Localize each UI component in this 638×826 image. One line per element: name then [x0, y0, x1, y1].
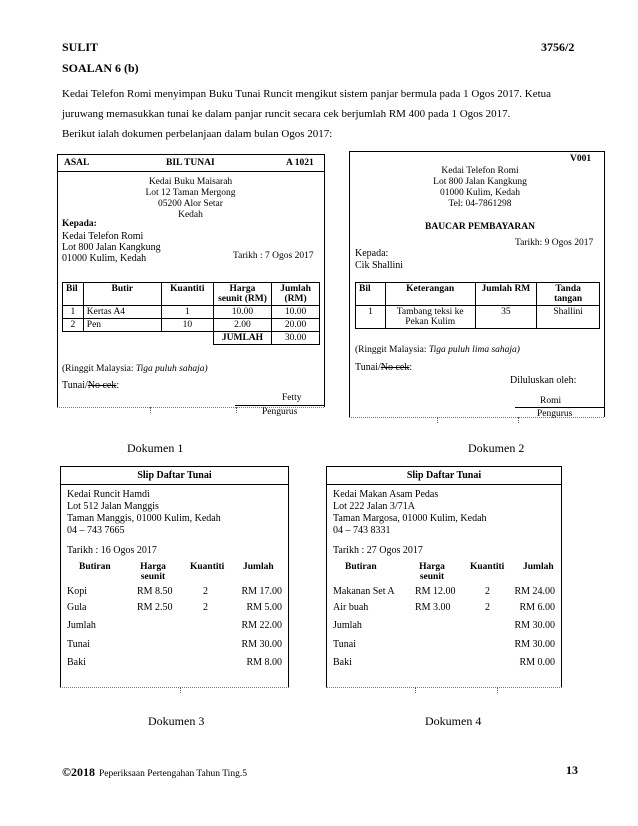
doc4-col-jumlah: Jumlah [523, 562, 554, 572]
doc1-issuer-line: Kedai Buku Maisarah [148, 177, 233, 187]
doc4-shop-line: 04 – 743 8331 [333, 525, 391, 536]
doc2-issuer-line: 01000 Kulim, Kedah [440, 188, 520, 198]
caption-dokumen-3: Dokumen 3 [148, 714, 205, 728]
doc1-payment-method: Tunai/No cek: [62, 380, 120, 391]
doc4-col-butiran: Butiran [345, 562, 377, 572]
doc2-date: Tarikh: 9 Ogos 2017 [515, 238, 594, 248]
doc3-item-total: RM 17.00 [241, 586, 282, 597]
header-right: 3756/2 [541, 40, 575, 54]
doc3-col-harga: Harga seunit [140, 562, 166, 582]
doc2-role: Pengurus [537, 409, 573, 419]
doc2-title: BAUCAR PEMBAYARAN [425, 222, 535, 232]
doc2-col-bil: Bil [356, 283, 386, 306]
doc4-shop-line: Lot 222 Jalan 3/71A [333, 501, 415, 512]
doc3-title: Slip Daftar Tunai [137, 470, 212, 481]
doc1-recipient-line: Kedai Telefon Romi [62, 231, 144, 242]
doc3-summary-value: RM 8.00 [246, 657, 282, 668]
doc4-summary-value: RM 0.00 [519, 657, 555, 668]
footer-copyright: ©2018 [62, 765, 95, 779]
table-row [63, 306, 320, 319]
doc3-col-butiran: Butiran [79, 562, 111, 572]
doc1-top-border [57, 154, 324, 155]
doc3-item-name: Kopi [67, 586, 87, 597]
doc1-col-harga: Harga seunit (RM) [213, 283, 271, 306]
doc4-tick [497, 687, 498, 693]
list-item [67, 602, 282, 616]
doc2-col-tandatangan: Tanda tangan [537, 283, 600, 306]
doc3-summary-jumlah [67, 620, 282, 634]
doc1-nocek: No cek [87, 380, 117, 391]
doc4-summary-tunai [333, 639, 555, 653]
doc1-date: Tarikh : 7 Ogos 2017 [233, 251, 314, 261]
doc3-summary-label: Tunai [67, 639, 90, 650]
doc4-title-divider [326, 484, 562, 485]
doc2-ringgit-words: Tiga puluh lima sahaja) [428, 345, 520, 355]
doc4-item-total: RM 6.00 [519, 602, 555, 613]
doc4-item-qty: 2 [485, 586, 490, 597]
list-item [67, 586, 282, 600]
doc3-item-price: RM 8.50 [137, 586, 173, 597]
doc1-tunai: Tunai/ [62, 380, 88, 391]
doc1-total-value: 30.00 [272, 332, 320, 345]
doc1-signature-line [235, 405, 325, 406]
doc2-left-border [349, 151, 350, 417]
doc3-item-total: RM 5.00 [246, 602, 282, 613]
doc4-item-price: RM 12.00 [415, 586, 456, 597]
doc3-title-divider [60, 484, 289, 485]
question-paragraph-intro: Berikut ialah dokumen perbelanjaan dalam bulan Ogos 2017: [62, 128, 333, 140]
doc1-total-label: JUMLAH [213, 332, 271, 345]
doc4-shop [333, 489, 487, 537]
doc4-bottom-border [326, 687, 562, 688]
doc1-total-row [63, 332, 320, 345]
doc4-summary-label: Tunai [333, 639, 356, 650]
doc2-tick [518, 417, 519, 423]
doc4-col-harga: Harga seunit [419, 562, 445, 582]
doc3-col-jumlah: Jumlah [243, 562, 274, 572]
doc2-cell: Shallini [537, 306, 600, 329]
table-row [63, 319, 320, 332]
doc4-item-qty: 2 [485, 602, 490, 613]
doc2-tick [437, 417, 438, 423]
doc3-summary-value: RM 22.00 [241, 620, 282, 631]
doc1-ringgit [62, 364, 208, 374]
caption-dokumen-4: Dokumen 4 [425, 714, 482, 728]
doc1-col-kuantiti: Kuantiti [161, 283, 213, 306]
doc4-summary-label: Jumlah [333, 620, 362, 631]
doc2-col-jumlah: Jumlah RM [475, 283, 537, 306]
doc2-recipient: Cik Shallini [355, 260, 404, 271]
doc4-title: Slip Daftar Tunai [406, 470, 482, 481]
doc4-summary-value: RM 30.00 [514, 620, 555, 631]
doc1-cell: 2 [63, 319, 84, 332]
question-paragraph-line1: Kedai Telefon Romi menyimpan Buku Tunai Runcit mengikut sistem panjar bermula pada 1 Ogos 2017. Ketua [62, 88, 552, 100]
doc1-ringgit-words: Tiga puluh sahaja) [135, 364, 208, 374]
doc2-cell: 35 [475, 306, 537, 329]
doc1-cell: 2.00 [213, 319, 271, 332]
doc1-col-butir: Butir [83, 283, 161, 306]
doc4-tick [415, 687, 416, 693]
doc3-shop-line: Lot 512 Jalan Manggis [67, 501, 159, 512]
doc2-signature-line [515, 407, 605, 408]
doc1-cell: 20.00 [272, 319, 320, 332]
doc1-cell: 10 [161, 319, 213, 332]
doc3-shop-line: Kedai Runcit Hamdi [67, 489, 150, 500]
footer-text: Peperiksaan Pertengahan Tahun Ting.5 [98, 769, 247, 779]
doc4-date: Tarikh : 27 Ogos 2017 [333, 545, 423, 556]
doc3-summary-tunai [67, 639, 282, 653]
doc4-item-name: Air buah [333, 602, 369, 613]
doc2-issuer [380, 166, 580, 210]
doc2-top-border [349, 151, 604, 152]
caption-dokumen-1: Dokumen 1 [127, 441, 184, 455]
doc1-issuer [57, 177, 324, 221]
question-label: SOALAN 6 (b) [62, 61, 139, 75]
doc3-summary-label: Baki [67, 657, 86, 668]
doc2-col-keterangan: Keterangan [385, 283, 475, 306]
page-number: 13 [566, 763, 578, 777]
doc2-cell: 1 [356, 306, 386, 329]
doc3-item-qty: 2 [203, 586, 208, 597]
question-paragraph-line2: juruwang memasukkan tunai ke dalam panjar runcit secara cek berjumlah RM 400 pada 1 Ogos 2017. [62, 108, 511, 120]
doc2-issuer-line: Tel: 04-7861298 [448, 199, 512, 209]
doc4-summary-baki [333, 657, 555, 671]
doc1-kepada-label: Kepada: [62, 219, 97, 229]
doc1-cell: 1 [161, 306, 213, 319]
doc1-issuer-line: 05200 Alor Setar [158, 199, 223, 209]
doc2-ringgit [355, 345, 520, 355]
doc4-item-name: Makanan Set A [333, 586, 395, 597]
table-row [356, 306, 600, 329]
doc4-summary-label: Baki [333, 657, 352, 668]
doc4-item-total: RM 24.00 [514, 586, 555, 597]
doc2-nocek: No cek [380, 362, 410, 373]
doc1-cell: Pen [83, 319, 161, 332]
doc2-issuer-line: Kedai Telefon Romi [441, 166, 519, 176]
doc4-summary-jumlah [333, 620, 555, 634]
doc2-kepada-label: Kepada: [355, 248, 389, 259]
doc1-cell: 1 [63, 306, 84, 319]
doc1-tick [150, 407, 151, 413]
doc2-ringgit-prefix: (Ringgit Malaysia: [355, 345, 427, 355]
doc1-asal: ASAL [64, 158, 90, 168]
doc2-table-header [356, 283, 600, 306]
doc4-item-price: RM 3.00 [415, 602, 451, 613]
doc3-col-kuantiti: Kuantiti [190, 562, 225, 572]
doc2-number: V001 [570, 154, 592, 164]
doc3-summary-value: RM 30.00 [241, 639, 282, 650]
doc4-col-kuantiti: Kuantiti [470, 562, 505, 572]
doc1-recipient [62, 231, 161, 264]
doc2-approved-by: Diluluskan oleh: [510, 375, 577, 386]
doc2-tunai: Tunai/ [355, 362, 381, 373]
doc3-summary-baki [67, 657, 282, 671]
doc3-item-price: RM 2.50 [137, 602, 173, 613]
doc3-shop [67, 489, 221, 537]
header-left: SULIT [62, 40, 99, 54]
doc1-right-border [324, 154, 325, 407]
doc1-signature: Fetty [282, 393, 302, 403]
doc1-col-jumlah: Jumlah (RM) [272, 283, 320, 306]
doc2-cell: Tambang teksi ke Pekan Kulim [385, 306, 475, 329]
doc4-shop-line: Taman Margosa, 01000 Kulim, Kedah [333, 513, 487, 524]
doc1-cell: 10.00 [272, 306, 320, 319]
doc4-summary-value: RM 30.00 [514, 639, 555, 650]
doc1-cell: 10.00 [213, 306, 271, 319]
doc3-shop-line: 04 – 743 7665 [67, 525, 125, 536]
doc1-tick [236, 407, 237, 413]
doc1-recipient-line: 01000 Kulim, Kedah [62, 253, 147, 264]
doc1-issuer-line: Lot 12 Taman Mergong [145, 188, 236, 198]
doc2-signature: Romi [540, 396, 562, 406]
doc1-issuer-line: Kedah [178, 210, 203, 220]
doc1-number: A 1021 [286, 158, 314, 168]
doc1-table-header [63, 283, 320, 306]
doc3-date: Tarikh : 16 Ogos 2017 [67, 545, 157, 556]
doc3-tick [180, 687, 181, 693]
doc1-cell: Kertas A4 [83, 306, 161, 319]
doc2-payment-method: Tunai/No cek: [355, 362, 413, 373]
caption-dokumen-2: Dokumen 2 [468, 441, 525, 455]
doc1-items-table [62, 282, 320, 345]
doc4-shop-line: Kedai Makan Asam Pedas [333, 489, 439, 500]
doc3-summary-label: Jumlah [67, 620, 96, 631]
list-item [333, 586, 555, 600]
doc1-title-divider [57, 171, 324, 172]
doc1-ringgit-prefix: (Ringgit Malaysia: [62, 364, 134, 374]
footer [62, 763, 247, 781]
doc2-items-table [355, 282, 600, 329]
doc1-recipient-line: Lot 800 Jalan Kangkung [62, 242, 161, 253]
list-item [333, 602, 555, 616]
doc3-shop-line: Taman Manggis, 01000 Kulim, Kedah [67, 513, 221, 524]
doc1-role: Pengurus [262, 407, 298, 417]
doc3-item-name: Gula [67, 602, 87, 613]
doc3-bottom-border [60, 687, 289, 688]
doc2-right-border [604, 151, 605, 417]
doc3-item-qty: 2 [203, 602, 208, 613]
doc1-col-bil: Bil [63, 283, 84, 306]
doc1-title: BIL TUNAI [166, 158, 215, 168]
doc2-issuer-line: Lot 800 Jalan Kangkung [433, 177, 527, 187]
